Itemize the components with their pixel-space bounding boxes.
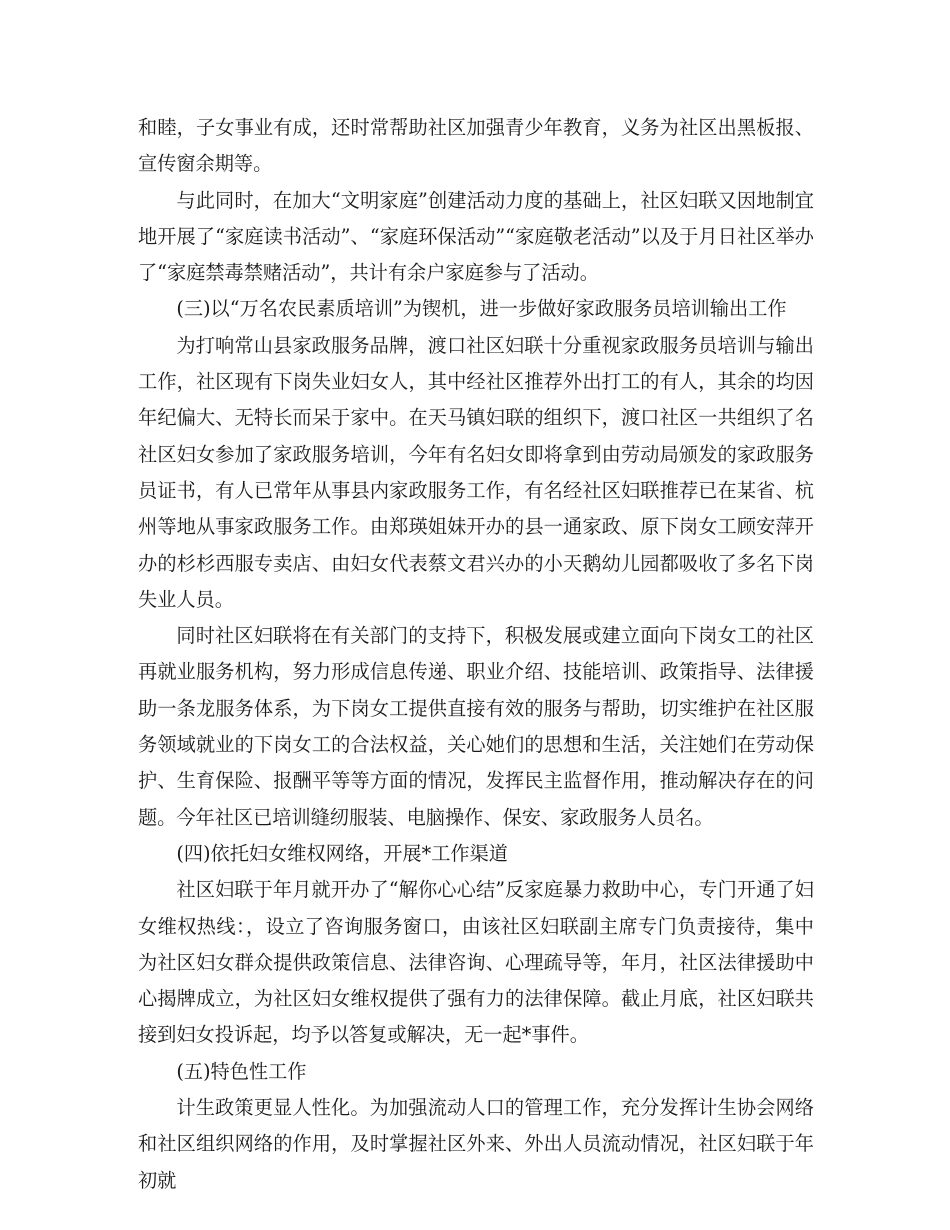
section-heading-4: (四)依托妇女维权网络，开展*工作渠道 xyxy=(176,841,508,865)
paragraph-continuation: 和睦，子女事业有成，还时常帮助社区加强青少年教育，义务为社区出黑板报、宣传窗余期等。 xyxy=(138,116,814,176)
document-body xyxy=(138,110,814,1199)
paragraph-rights-protection: 社区妇联于年月就开办了“解你心心结”反家庭暴力救助中心，专门开通了妇女维权热线：，设立了咨询服务窗口，由该社区妇联副主席专门负责接待，集中为社区妇女群众提供政策信息、法律咨询、心理疏导等，年月，社区法律援助中心揭牌成立，为社区妇女维权提供了强有力的法律保障。截止月底，社区妇联共接到妇女投诉起，均予以答复或解决，无一起*事件。 xyxy=(138,878,814,1047)
section-heading-3: (三)以“万名农民素质培训”为锲机，进一步做好家政服务员培训输出工作 xyxy=(176,297,787,321)
section-heading-5: (五)特色性工作 xyxy=(176,1059,307,1083)
paragraph-family-planning: 计生政策更显人性化。为加强流动人口的管理工作，充分发挥计生协会网络和社区组织网络的作用，及时掌握社区外来、外出人员流动情况，社区妇联于年初就 xyxy=(138,1096,814,1192)
paragraph-civilized-family: 与此同时，在加大“文明家庭”创建活动力度的基础上，社区妇联又因地制宜地开展了“家庭读书活动”、“家庭环保活动”“家庭敬老活动”以及于月日社区举办了“家庭禁毒禁赌活动”，共计有余户家庭参与了活动。 xyxy=(138,188,814,285)
paragraph-domestic-service: 为打响常山县家政服务品牌，渡口社区妇联十分重视家政服务员培训与输出工作，社区现有下岗失业妇女人，其中经社区推荐外出打工的有人，其余的均因年纪偏大、无特长而呆于家中。在天马镇妇联的组织下，渡口社区一共组织了名社区妇女参加了家政服务培训，今年有名妇女即将拿到由劳动局颁发的家政服务员证书，有人已常年从事县内家政服务工作，有名经社区妇联推荐已在某省、杭州等地从事家政服务工作。由郑瑛姐妹开办的县一通家政、原下岗女工顾安萍开办的杉杉西服专卖店、由妇女代表蔡文君兴办的小天鹅幼儿园都吸收了多名下岗失业人员。 xyxy=(138,333,814,611)
paragraph-reemployment: 同时社区妇联将在有关部门的支持下，积极发展或建立面向下岗女工的社区再就业服务机构，努力形成信息传递、职业介绍、技能培训、政策指导、法律援助一条龙服务体系，为下岗女工提供直接有效的服务与帮助，切实维护在社区服务领域就业的下岗女工的合法权益，关心她们的思想和生活，关注她们在劳动保护、生育保险、报酬平等等方面的情况，发挥民主监督作用，推动解决存在的问题。今年社区已培训缝纫服装、电脑操作、保安、家政服务人员名。 xyxy=(138,624,814,829)
